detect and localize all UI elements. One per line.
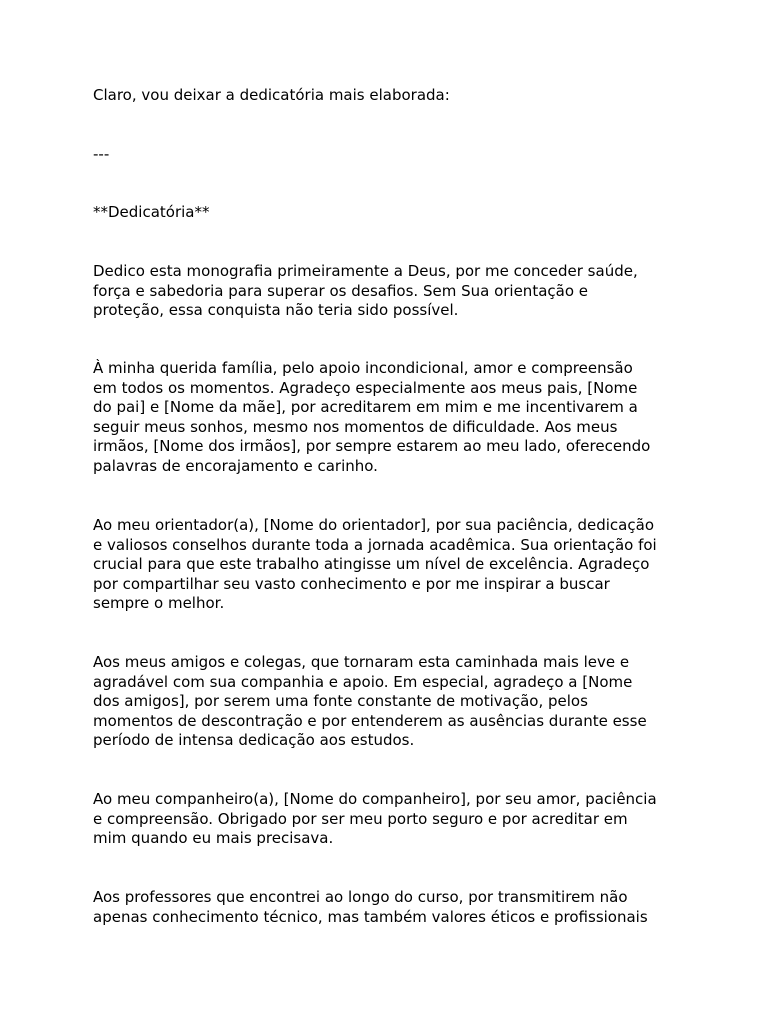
paragraph-teachers — [93, 888, 693, 927]
paragraph-line: seguir meus sonhos, mesmo nos momentos de dificuldade. Aos meus — [93, 417, 618, 436]
paragraph-line: dos amigos], por serem uma fonte constante de motivação, pelos — [93, 692, 588, 710]
paragraph-line: À minha querida família, pelo apoio incondicional, amor e compreensão — [93, 359, 633, 377]
paragraph-line: período de intensa dedicação aos estudos. — [93, 731, 415, 749]
paragraph-line: momentos de descontração e por entenderem as ausências durante esse — [93, 711, 647, 730]
separator-line: --- — [93, 145, 110, 163]
paragraph-line: apenas conhecimento técnico, mas também valores éticos e profissionais — [93, 907, 648, 926]
paragraph-line: em todos os momentos. Agradeço especialmente aos meus pais, [Nome — [93, 378, 638, 397]
paragraph-family — [93, 359, 693, 476]
dedication-heading — [93, 203, 693, 223]
paragraph-line: força e sabedoria para superar os desafios. Sem Sua orientação e — [93, 281, 588, 300]
paragraph-advisor — [93, 516, 693, 614]
intro-text — [93, 86, 693, 106]
paragraph-partner — [93, 790, 693, 849]
paragraph-line: e compreensão. Obrigado por ser meu porto seguro e por acreditar em — [93, 809, 628, 828]
separator-text — [93, 145, 693, 165]
paragraph-line: Ao meu companheiro(a), [Nome do companheiro], por seu amor, paciência — [93, 790, 657, 808]
paragraph-line: Dedico esta monografia primeiramente a Deus, por me conceder saúde, — [93, 262, 638, 280]
paragraph-line: sempre o melhor. — [93, 594, 225, 612]
paragraph-line: proteção, essa conquista não teria sido possível. — [93, 301, 459, 319]
paragraph-line: Aos meus amigos e colegas, que tornaram esta caminhada mais leve e — [93, 653, 630, 671]
paragraph-friends — [93, 653, 693, 751]
heading-line: **Dedicatória** — [93, 203, 210, 221]
paragraph-line: Aos professores que encontrei ao longo do curso, por transmitirem não — [93, 888, 628, 906]
paragraph-line: irmãos, [Nome dos irmãos], por sempre estarem ao meu lado, oferecendo — [93, 437, 651, 455]
paragraph-line: do pai] e [Nome da mãe], por acreditarem em mim e me incentivarem a — [93, 398, 638, 416]
paragraph-god — [93, 262, 693, 321]
intro-line: Claro, vou deixar a dedicatória mais elaborada: — [93, 86, 450, 104]
paragraph-line: mim quando eu mais precisava. — [93, 829, 334, 847]
paragraph-line: palavras de encorajamento e carinho. — [93, 456, 378, 475]
paragraph-line: por compartilhar seu vasto conhecimento e por me inspirar a buscar — [93, 574, 610, 593]
paragraph-line: agradável com sua companhia e apoio. Em especial, agradeço a [Nome — [93, 672, 633, 691]
paragraph-line: e valiosos conselhos durante toda a jornada acadêmica. Sua orientação foi — [93, 535, 657, 554]
paragraph-line: crucial para que este trabalho atingisse um nível de excelência. Agradeço — [93, 555, 650, 573]
paragraph-line: Ao meu orientador(a), [Nome do orientador], por sua paciência, dedicação — [93, 516, 654, 534]
